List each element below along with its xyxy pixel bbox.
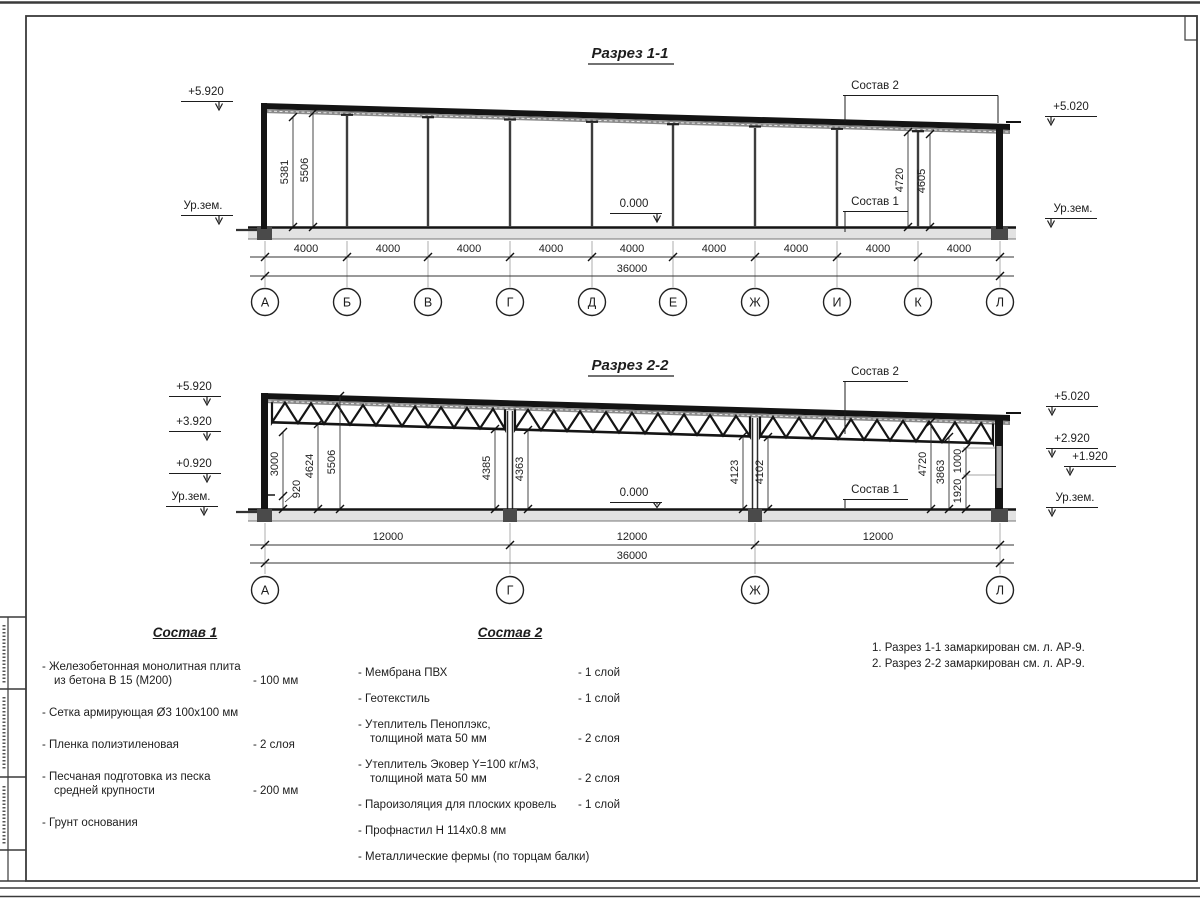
composition-1-title: Состав 1 [152,625,218,640]
notes [872,641,1152,672]
callout-label: Состав 2 [851,80,899,92]
axis-label: Д [587,295,597,310]
axis-label: К [914,295,922,310]
item-value: - 2 слоя [578,773,620,785]
zero-level-label: 0.000 [619,198,649,210]
total-dim-label: 36000 [616,550,648,562]
span-dim-label: 4000 [701,243,727,255]
item-value: - 2 слоя [253,739,295,751]
span-dim-label: 4000 [865,243,891,255]
composition-2-title: Состав 2 [477,625,543,640]
axis-label: Е [668,295,678,310]
list-item: - Песчаная подготовка из песка средней крупности - 200 мм [42,771,299,797]
dim-label: 4385 [481,455,493,481]
item-value: - 200 мм [253,785,299,797]
item-value: - 1 слой [578,667,621,679]
axis-label: И [832,295,842,310]
dim-chain-1-1 [250,241,1014,287]
axis-label: Ж [749,583,761,598]
elevation-label: +5.020 [1054,391,1090,403]
list-item: - Утеплитель Эковер Y=100 кг/м3, толщиной мата 50 мм - 2 слоя [358,759,620,785]
callout-label: Состав 2 [851,366,899,378]
axis-label: Г [506,583,514,598]
list-item: - Грунт основания [42,817,138,829]
span-dim-label: 4000 [538,243,564,255]
dim-label: 4720 [917,451,929,477]
zero-level-mark [610,198,662,222]
item-value: - 1 слой [578,693,621,705]
elevation-label: +5.920 [188,86,224,98]
span-dim-label: 4000 [456,243,482,255]
note-line: 2. Разрез 2-2 замаркирован см. л. АР-9. [872,657,1085,670]
elevation-label: +5.920 [176,381,212,393]
border-stamp-strip [0,617,26,881]
note-line: 1. Разрез 1-1 замаркирован см. л. АР-9. [872,642,1085,654]
item-value: - 1 слой [578,799,621,811]
list-item: - Профнастил Н 114х0.8 мм [358,825,507,837]
dim-label: 5381 [279,159,291,185]
ground-level-label: Ур.зем. [1053,203,1093,215]
dim-label: 4102 [754,459,766,485]
dim-label: 4624 [304,453,316,479]
callouts-1-1 [843,96,998,233]
span-dim-label: 4000 [375,243,401,255]
list-item: - Геотекстиль - 1 слой [358,693,621,705]
axis-label: А [260,295,270,310]
span-dim-label: 12000 [862,531,894,543]
span-dim-label: 4000 [619,243,645,255]
elevation-label: +0.920 [176,458,212,470]
list-item: - Утеплитель Пеноплэкс, толщиной мата 50 мм - 2 слоя [358,719,620,745]
section-1-1-title: Разрез 1-1 [591,45,669,62]
list-item: - Пленка полиэтиленовая - 2 слоя [42,739,295,751]
section-2-2-title: Разрез 2-2 [591,357,669,374]
dim-label: 4363 [514,456,526,482]
callout-label: Состав 1 [851,196,899,208]
ground-level-label: Ур.зем. [1055,492,1095,504]
callout-label: Состав 1 [851,484,899,496]
composition-2-panel [358,666,678,876]
zero-level-label: 0.000 [619,487,649,499]
dim-chain-2-2 [250,523,1014,574]
list-item: - Сетка армирующая Ø3 100x100 мм [42,707,239,719]
span-dim-label: 4000 [783,243,809,255]
axis-label: Б [342,295,352,310]
span-dim-label: 4000 [946,243,972,255]
section-1-1 [181,45,1097,316]
item-value: - 100 мм [253,675,299,687]
elevation-label: +1.920 [1072,451,1108,463]
dim-label: 4605 [916,168,928,194]
dim-label: 3863 [935,459,947,485]
list-item: - Металлические фермы (по торцам балки) [358,851,590,863]
axis-label: Ж [749,295,761,310]
dim-label: 1920 [952,478,964,504]
list-item: - Пароизоляция для плоских кровель - 1 слой [358,799,621,811]
axis-bubbles-2-2 [252,577,1014,604]
dim-label: 1000 [952,448,964,474]
ground-level-label: Ур.зем. [171,491,211,503]
zero-level-mark [610,487,662,508]
list-item: - Железобетонная монолитная плита из бетона В 15 (М200) - 100 мм [42,661,299,687]
axis-label: Г [506,295,514,310]
axis-label: В [423,295,433,310]
span-dim-label: 4000 [293,243,319,255]
total-dim-label: 36000 [616,263,648,275]
dim-label: 4720 [894,167,906,193]
dim-label: 3000 [269,451,281,477]
axis-bubbles-1-1 [252,289,1014,316]
section-2-2 [166,357,1116,604]
ground-level-label: Ур.зем. [183,200,223,212]
axis-label: А [260,583,270,598]
dim-label: 5506 [326,449,338,475]
span-dim-label: 12000 [616,531,648,543]
composition-1-panel [42,660,334,848]
axis-label: Л [995,583,1005,598]
axis-label: Л [995,295,1005,310]
dim-label: 4123 [729,459,741,485]
span-dim-label: 12000 [372,531,404,543]
dim-label: 920 [291,479,303,499]
elevation-label: +5.020 [1053,101,1089,113]
elevation-label: +2.920 [1054,433,1090,445]
elevation-label: +3.920 [176,416,212,428]
list-item: - Мембрана ПВХ - 1 слой [358,667,621,679]
item-value: - 2 слоя [578,733,620,745]
dim-label: 5506 [299,157,311,183]
